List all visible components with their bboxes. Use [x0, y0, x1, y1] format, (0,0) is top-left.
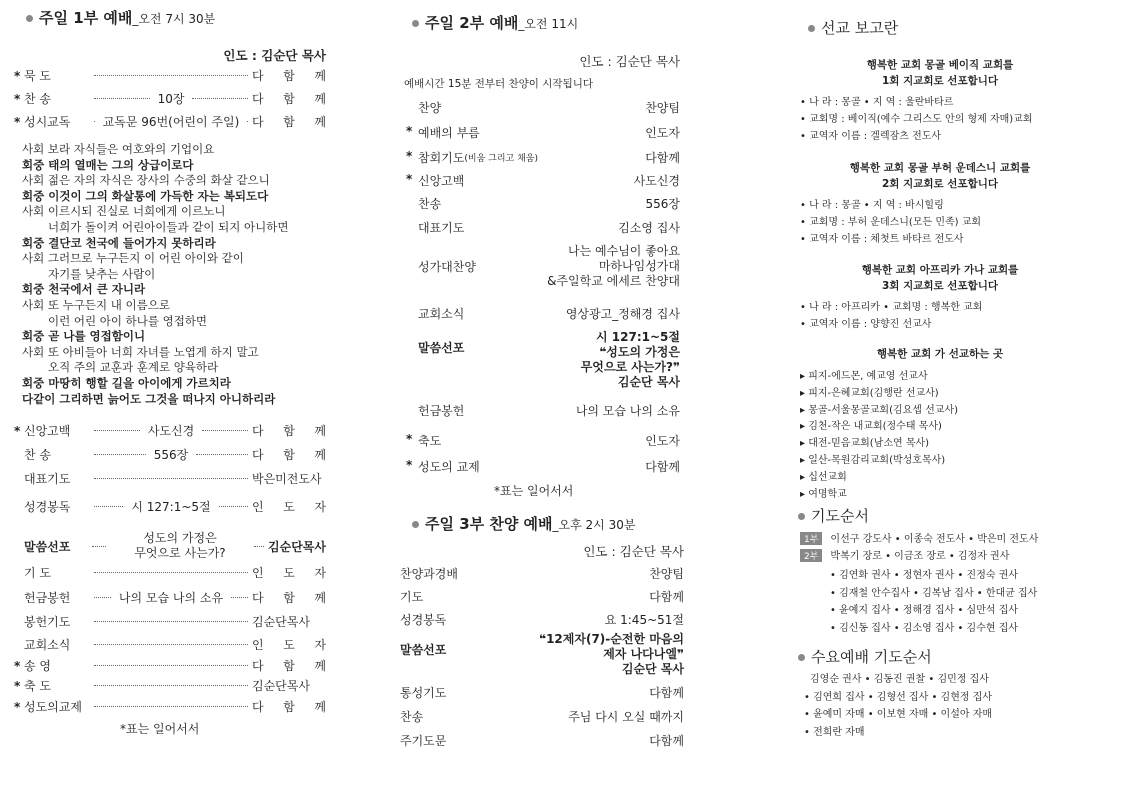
order-row [14, 613, 326, 630]
order-value: 박은미전도사 [252, 472, 322, 486]
order-row [14, 498, 326, 515]
order-value: 다 함 께 [252, 115, 326, 129]
order-row [406, 432, 680, 449]
order-detail: 10장 [157, 92, 185, 106]
reading-line: 다같이 그리하면 늙어도 그것을 떠나지 아니하리라 [22, 391, 276, 406]
detail-line: ❝12제자(7)-순전한 마음의 [539, 632, 684, 646]
order-row [406, 458, 680, 475]
mission-report-line: • 교회명 : 베이직(예수 그리스도 안의 형제 자매)교회 [800, 114, 1033, 125]
order-label: 헌금봉헌 [24, 591, 71, 605]
tag-2bu: 2부 [800, 549, 822, 562]
prayer-title: 기도순서 [798, 505, 869, 526]
responsive-reading [22, 142, 322, 407]
order-label: 예배의 부름 [418, 126, 480, 140]
order-label: 송 영 [24, 659, 51, 673]
mission-report-line: • 교역자 이름 : 체첫트 바타르 전도사 [800, 234, 964, 245]
order-value: 김소영 집사 [618, 221, 680, 235]
order-row [14, 657, 326, 674]
reading-line: 회중 결단코 천국에 들어가지 못하리라 [22, 235, 216, 250]
order-row [406, 99, 680, 116]
service2-sermon-row: 말씀선포 시 127:1~5절 ❝성도의 가정은 무엇으로 사는가?❞ 김순단 목사 [418, 330, 680, 389]
tag-1bu: 1부 [800, 532, 822, 545]
service2-leader: 인도 : 김순단 목사 [579, 54, 680, 69]
order-row [400, 565, 684, 582]
order-value: 찬양팀 [645, 101, 680, 115]
mission-site-item: ▸ 김천-작은 내교회(정수태 목사) [800, 421, 942, 433]
order-value: 다함께 [645, 460, 680, 474]
order-value: 다 함 께 [252, 591, 326, 605]
reading-line: 사회 이르시되 진실로 너희에게 이르노니 [22, 204, 226, 219]
mission-site-item: ▸ 피지-에드몬, 예교영 선교사 [800, 371, 928, 382]
order-value: 다함께 [649, 686, 684, 700]
mission-report-line: • 나 라 : 몽골 • 지 역 : 바시힐링 [800, 200, 944, 211]
order-value: 556장 [645, 197, 680, 211]
order-label: 신앙고백 [24, 424, 71, 438]
order-label: 찬송 [400, 710, 424, 724]
order-label: 주기도문 [400, 734, 447, 748]
standing-mark: * [14, 423, 21, 438]
order-value: 다 함 께 [252, 69, 326, 83]
order-value: 인도자 [645, 434, 680, 448]
order-row [14, 564, 326, 581]
order-row [14, 90, 326, 107]
support-title: 행복한 교회 가 선교하는 곳 [876, 348, 1004, 360]
bullet-icon [798, 513, 805, 520]
order-value: 다 함 께 [252, 424, 326, 438]
mission-site-item: ▸ 십선교회 [800, 471, 847, 483]
standing-mark [406, 219, 418, 236]
order-sublabel: (비움 그리고 채움) [464, 154, 538, 164]
order-label: 교회소식 [24, 638, 71, 652]
order-label: 성경봉독 [400, 613, 447, 627]
order-value: 주님 다시 오실 때까지 [568, 710, 684, 724]
reading-line: 오직 주의 교훈과 훈계로 양육하라 [48, 360, 219, 375]
reading-line: 너희가 돌이켜 어린아이들과 같이 되지 아니하면 [48, 219, 289, 234]
order-row [14, 698, 326, 715]
standing-mark: * [406, 458, 413, 472]
order-row [14, 67, 326, 84]
order-label: 참회기도 [418, 151, 465, 165]
prayer-name-line: • 김연화 권사 • 정현자 권사 • 진정숙 권사 [830, 570, 1019, 581]
standing-mark: * [14, 114, 21, 129]
standing-mark: * [14, 678, 21, 693]
order-label: 찬 송 [24, 92, 51, 106]
standing-mark: * [14, 68, 21, 83]
prayer-line-1: 1부 이선구 강도사 • 이종숙 전도사 • 박은미 전도사 [800, 530, 1038, 545]
reading-line: 사회 젊은 자의 자식은 장사의 수중의 화살 같으니 [22, 173, 270, 188]
detail-line: 무엇으로 사는가?❞ [580, 360, 680, 374]
bullet-icon [798, 654, 805, 661]
mission-report-line: • 교회명 : 부허 운데스니(모든 민족) 교회 [800, 217, 982, 228]
detail-line: &주일학교 에세르 찬양대 [547, 274, 680, 288]
order-value: 김순단목사 [252, 679, 310, 693]
order-row [14, 589, 326, 606]
service3-leader: 인도 : 김순단 목사 [583, 544, 684, 559]
service1-leader: 인도 : 김순단 목사 [223, 48, 326, 63]
order-value: 나의 모습 나의 소유 [575, 404, 680, 418]
prayer-line-2: 2부 박복기 장로 • 이금조 장로 • 김정자 권사 [800, 547, 1009, 562]
mission-report-title: 행복한 교회 몽골 베이직 교회를 1회 지교회로 선포합니다 [866, 59, 1014, 87]
order-value: 다 함 께 [252, 92, 326, 106]
standing-mark [406, 99, 418, 116]
mission-report-title: 행복한 교회 아프리카 가나 교회를 3회 지교회로 선포합니다 [861, 264, 1019, 292]
order-value: 다함께 [649, 734, 684, 748]
order-label: 대표기도 [418, 221, 465, 235]
bullet-icon [808, 25, 815, 32]
mission-site-item: ▸ 몽골-서울몽골교회(김요셉 선교사) [800, 404, 959, 416]
order-label: 기도 [400, 590, 424, 604]
prayer-name-line: • 윤예지 집사 • 정해경 집사 • 심만석 집사 [830, 605, 1019, 616]
order-label: 찬 송 [24, 448, 51, 462]
detail-line: ❝성도의 가정은 [599, 345, 680, 359]
reading-line: 사회 그러므로 누구든지 이 어린 아이와 같이 [22, 251, 244, 266]
detail-line: 마하나임성가대 [598, 259, 680, 273]
order-label: 신앙고백 [418, 174, 465, 188]
order-row [406, 402, 680, 419]
reading-line: 회중 태의 열매는 그의 상급이로다 [22, 157, 194, 172]
service1-standing-note: *표는 일어서서 [120, 722, 200, 736]
order-label: 묵 도 [24, 69, 51, 83]
order-value: 다 함 께 [252, 700, 326, 714]
order-label: 찬송 [418, 197, 442, 211]
order-label: 찬양 [418, 101, 442, 115]
order-value: 인 도 자 [252, 638, 326, 652]
bullet-icon [412, 20, 419, 27]
reading-line: 회중 천국에서 큰 자니라 [22, 282, 146, 297]
order-label: 성도의 교제 [418, 460, 480, 474]
standing-mark: * [14, 658, 21, 673]
mission-site-item: ▸ 여명학교 [800, 488, 847, 500]
prayer-name-line: • 김신동 집사 • 김소영 집사 • 김수현 집사 [830, 622, 1019, 634]
reading-line: 사회 또 아비들아 너희 자녀를 노엽게 하지 말고 [22, 344, 259, 359]
order-row [406, 172, 680, 189]
order-value: 다 함 께 [252, 659, 326, 673]
order-label: 통성기도 [400, 686, 447, 700]
order-row [406, 195, 680, 212]
standing-mark [406, 195, 418, 212]
order-detail: 556장 [153, 448, 189, 462]
detail-line: 나는 예수님이 좋아요 [568, 244, 680, 258]
reading-line: 이런 어린 아이 하나를 영접하면 [48, 313, 208, 328]
order-row [406, 149, 680, 166]
standing-mark: * [14, 91, 21, 106]
detail-line: 시 127:1~5절 [596, 330, 680, 344]
standing-mark: * [406, 124, 413, 138]
reading-line: 회중 이것이 그의 화살통에 가득한 자는 복되도다 [22, 188, 269, 203]
detail-line: 김순단 목사 [621, 662, 684, 676]
prayer-name-line: • 김재철 안수집사 • 김복남 집사 • 한대균 집사 [830, 587, 1038, 599]
bullet-icon [26, 15, 33, 22]
service1-sermon-row: 말씀선포 성도의 가정은 무엇으로 사는가? 김순단목사 [24, 531, 326, 560]
service2-prelude-note: 예배시간 15분 전부터 찬양이 시작됩니다 [404, 78, 593, 90]
order-row [400, 611, 684, 628]
mission-site-item: ▸ 피지-은혜교회(김행란 선교사) [800, 387, 939, 399]
order-value: 인 도 자 [252, 566, 326, 580]
order-detail: 나의 모습 나의 소유 [118, 591, 224, 605]
choir-details [547, 244, 680, 289]
standing-mark: * [406, 149, 413, 163]
order-label: 기 도 [24, 566, 51, 580]
order-row [14, 422, 326, 439]
wednesday-prayer-line: • 김연희 집사 • 김형선 집사 • 김현정 집사 [804, 691, 993, 703]
mission-report-line: • 나 라 : 몽골 • 지 역 : 울란바타르 [800, 97, 954, 108]
news-row: 교회소식 영상광고_정해경 집사 [418, 307, 680, 321]
choir-row: 성가대찬양 나는 예수님이 좋아요 마하나임성가대 &주일학교 에세르 찬양대 [418, 244, 680, 288]
order-detail: 사도신경 [147, 424, 195, 438]
standing-mark: * [14, 699, 21, 714]
order-label: 성시교독 [24, 115, 71, 129]
service3-sermon-details [539, 632, 684, 677]
order-value: 사도신경 [633, 174, 680, 188]
order-label: 축 도 [24, 679, 51, 693]
detail-line: 제자 나다나엘❞ [603, 647, 684, 661]
order-value: 인 도 자 [252, 500, 326, 514]
service3-sermon-row: 말씀선포 ❝12제자(7)-순전한 마음의 제자 나다나엘❞ 김순단 목사 [400, 632, 684, 676]
mission-report-line: • 나 라 : 아프리카 • 교회명 : 행복한 교회 [800, 302, 983, 313]
order-label: 성경봉독 [24, 500, 71, 514]
reading-line: 사회 보라 자식들은 여호와의 기업이요 [22, 142, 215, 156]
order-detail: 시 127:1~5절 [131, 500, 211, 514]
wednesday-prayer-line: 김영순 권사 • 김동진 권찰 • 김민정 집사 [810, 674, 989, 685]
order-value: 요 1:45~51절 [604, 613, 684, 627]
reading-line: 사회 또 누구든지 내 이름으로 [22, 297, 170, 312]
mission-site-item: ▸ 대전-믿음교회(남소연 목사) [800, 438, 930, 450]
order-row [400, 684, 684, 701]
order-label: 헌금봉헌 [418, 404, 465, 418]
wednesday-prayer-line: • 전희란 자매 [804, 726, 865, 738]
service3-title: 주일 3부 찬양 예배_오후 2시 30분 [412, 513, 635, 534]
order-detail: 교독문 96번(어린이 주일) [102, 115, 240, 129]
mission-report-line: • 교역자 이름 : 양향진 선교사 [800, 319, 932, 330]
order-row [400, 588, 684, 605]
service2-standing-note: *표는 일어서서 [494, 484, 574, 498]
order-row [14, 677, 326, 694]
order-row [400, 732, 684, 749]
standing-mark: * [406, 432, 413, 446]
standing-mark: * [406, 172, 413, 186]
order-value: 다함께 [645, 151, 680, 165]
order-row [14, 113, 326, 130]
wednesday-prayer-line: • 윤예미 자매 • 이보현 자매 • 이설아 자매 [804, 709, 993, 720]
mission-report-line: • 교역자 이름 : 겔렉잠츠 전도사 [800, 131, 942, 142]
order-row [406, 124, 680, 141]
detail-line: 김순단 목사 [617, 375, 680, 389]
order-label: 찬양과경배 [400, 567, 458, 581]
wednesday-prayer-title: 수요예배 기도순서 [798, 646, 932, 667]
order-value: 찬양팀 [649, 567, 684, 581]
bullet-icon [412, 521, 419, 528]
order-value: 다함께 [649, 590, 684, 604]
sermon-title: 성도의 가정은 무엇으로 사는가? [134, 531, 226, 560]
order-row [400, 708, 684, 725]
mission-report-title: 행복한 교회 몽골 부허 운데스니 교회를 2회 지교회로 선포합니다 [849, 162, 1031, 190]
service2-title: 주일 2부 예배_오전 11시 [412, 12, 578, 33]
order-row [406, 219, 680, 236]
order-value: 인도자 [645, 126, 680, 140]
order-label: 대표기도 [24, 472, 71, 486]
order-label: 성도의교제 [24, 700, 82, 714]
order-value: 김순단목사 [252, 615, 310, 629]
order-row [14, 470, 326, 487]
service2-sermon-details [581, 330, 680, 390]
mission-site-item: ▸ 일산-목원감리교회(박성호목사) [800, 455, 946, 466]
service1-title: 주일 1부 예배_오전 7시 30분 [26, 7, 215, 28]
order-label: 봉헌기도 [24, 615, 71, 629]
reading-line: 회중 곧 나를 영접함이니 [22, 329, 146, 344]
order-row [14, 636, 326, 653]
order-label: 축도 [418, 434, 442, 448]
mission-title: 선교 보고란 [808, 17, 898, 38]
order-value: 다 함 께 [252, 448, 326, 462]
reading-line: 회중 마땅히 행할 길을 아이에게 가르치라 [22, 375, 231, 390]
reading-line: 자기를 낮추는 사람이 [48, 266, 156, 281]
order-row [14, 446, 326, 463]
standing-mark [406, 402, 418, 419]
